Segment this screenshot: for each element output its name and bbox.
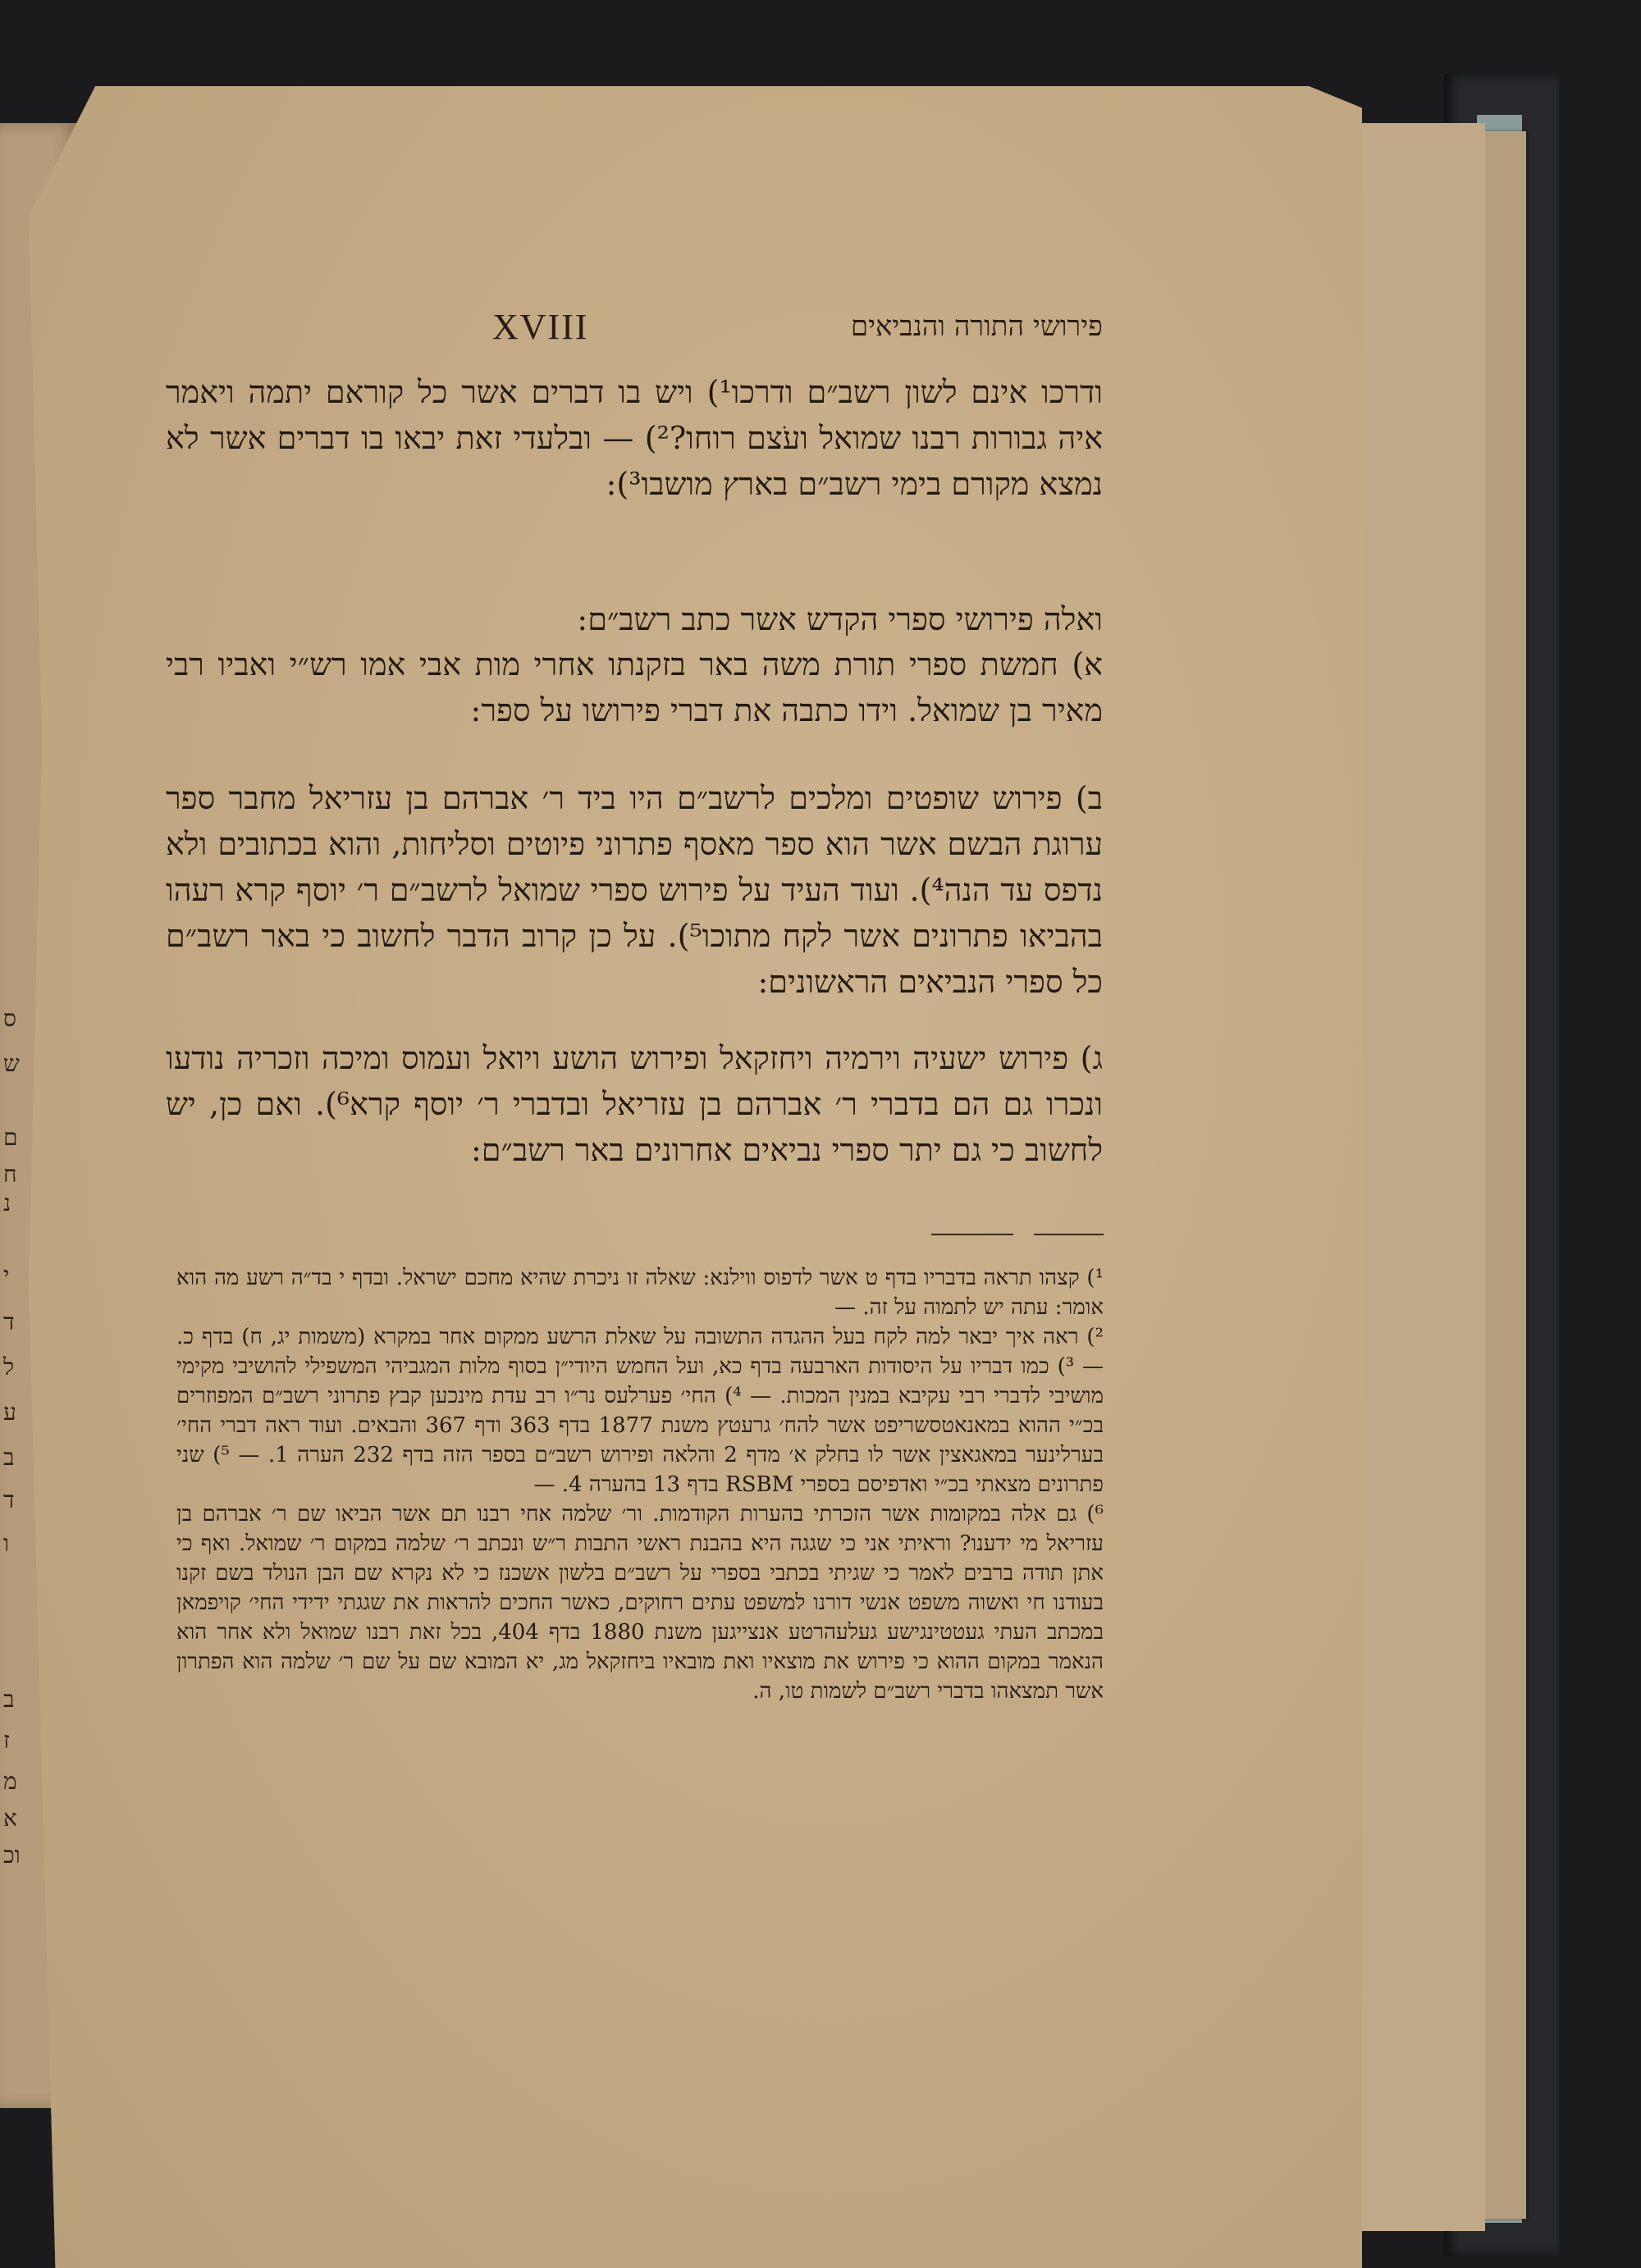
running-head: פירושי התורה והנביאים	[850, 310, 1103, 343]
facing-page-char: ש	[3, 1050, 20, 1077]
footnote-rule	[1034, 1234, 1104, 1235]
facing-page-char: ם	[3, 1124, 18, 1151]
facing-page-char: ד	[3, 1486, 15, 1513]
facing-page-char: מ	[3, 1768, 17, 1795]
item-c: ג) פירוש ישעיה וירמיה ויחזקאל ופירוש הושע ויואל ועמוס ומיכה וזכריה נודעו ונכרו גם הם בדברי ר׳ אברהם בן עזריאל ובדברי ר׳ יוסף קרא⁶). ואם כן, יש לחשוב כי גם יתר ספרי נביאים אחרונים באר רשב״ם:	[166, 1040, 1103, 1168]
facing-page-char: ל	[3, 1353, 15, 1380]
footnotes	[176, 1263, 1104, 1706]
footnote-2-5: ²) ראה איך יבאר למה לקח בעל ההגדה התשובה על שאלת הרשע ממקום אחר במקרא (משמות יג, ח) בדף כ. — ³) כמו דבריו על היסודות הארבעה בדף כא, ועל החמש היודי״ן בסוף מלות המגביהי המשפילי להושיבי מקימי מושיבי לדברי רבי עקיבא במנין המכות. — ⁴) החי׳ פערלעס נר״ו רב עדת מינכען קבץ פתרוני רשב״ם המפוזרים בכ״י ההוא במאנאטסשריפט אשר להח׳ גרעטץ משנת 1877 בדף 363 ודף 367 והבאים. ועוד ראה דברי החי׳ בערלינער במאגאצין אשר לו בחלק א׳ מדף 2 והלאה ופירוש רשב״ם בספר הזה בדף 232 הערה 1. — ⁵) שני פתרונים מצאתי בכ״י ואדפיסם בספרי RSBM בדף 13 בהערה 4. —	[176, 1325, 1104, 1497]
facing-page-char: ע	[3, 1399, 16, 1426]
facing-page-char: ו	[3, 1530, 10, 1557]
item-b: ב) פירוש שופטים ומלכים לרשב״ם היו ביד ר׳ אברהם בן עזריאל מחבר ספר ערוגת הבשם אשר הוא ספר מאסף פתרוני פיוטים וסליחות, והוא בכתובים ולא נדפס עד הנה⁴). ועוד העיד על פירוש ספרי שמואל לרשב״ם ר׳ יוסף קרא רעהו בהביאו פתרונים אשר לקח מתוכו⁵). על כן קרוב הדבר לחשוב כי באר רשב״ם כל ספרי הנביאים הראשונים:	[166, 780, 1104, 1000]
page-header	[492, 302, 1103, 351]
facing-page-char: וכ	[3, 1841, 21, 1869]
facing-page-char: י	[3, 1262, 10, 1289]
facing-page-char: ב	[3, 1444, 15, 1471]
facing-page-char: נ	[3, 1189, 11, 1216]
facing-page-char: ח	[3, 1161, 17, 1188]
facing-page-char: ב	[3, 1686, 15, 1713]
footnote-1: ¹) קצהו תראה בדבריו בדף ט אשר לדפוס ווילנא: שאלה זו ניכרת שהיא מחכם ישראל. ובדף י בד״ה רשע מה הוא אומר: עתה יש לתמוה על זה. —	[176, 1266, 1104, 1320]
footnote-6: ⁶) גם אלה במקומות אשר הזכרתי בהערות הקודמות. ור׳ שלמה אחי רבנו תם אשר הביאו שם ר׳ אברהם בן עזריאל מי ידענו? וראיתי אני כי שגגה היא בהבנת ראשי התבות ר״ש ונכתב ר׳ שלמה במקום ר׳ שמואל. ואף כי אתן תודה ברבים לאמר כי שגיתי בכתבי בספרי על רשב״ם בלשון אשכנז כי לא נקרא שם הבן הנולד בשם זקנו בעודנו חי ואשוה משפט אנשי דורנו למשפט עתים רחוקים, כאשר החכים להראות את שגגתי ידידי החי׳ קויפמאן במכתב העתי געטטינגישע געלעהרטע אנצייגען משנת 1880 בדף 404, בכל זאת רבנו שמואל ולא אחר הוא הנאמר במקום ההוא כי פירוש את מוצאיו ואת מובאיו ביחזקאל מג, יא המובא שם על שם ר׳ שלמה הוא הפתרון אשר תמצאהו בדברי רשב״ם לשמות טו, ה.	[176, 1502, 1104, 1704]
facing-page-char: א	[3, 1805, 17, 1832]
facing-page-char: ז	[3, 1727, 10, 1754]
item-a: א) חמשת ספרי תורת משה באר בזקנתו אחרי מות אבי אמו רש״י ואביו רבי מאיר בן שמואל. וידו כתבה את דברי פירושו על ספר:	[166, 646, 1103, 728]
page-number: XVIII	[492, 306, 589, 347]
facing-page-char: ד	[3, 1308, 15, 1335]
footnote-rule	[931, 1234, 1013, 1235]
facing-page-char: ס	[3, 1005, 16, 1032]
body-intro: ודרכו אינם לשון רשב״ם ודרכו¹) ויש בו דברים אשר כל קוראם יתמה ויאמר איה גבורות רבנו שמואל ועֹצם רוחו?²) — ובלעדי זאת יבאו בו דברים אשר לא נמצא מקורם בימי רשב״ם בארץ מושבו³):	[166, 374, 1103, 502]
section-heading: ואלה פירושי ספרי הקדש אשר כתב רשב״ם:	[577, 601, 1103, 637]
